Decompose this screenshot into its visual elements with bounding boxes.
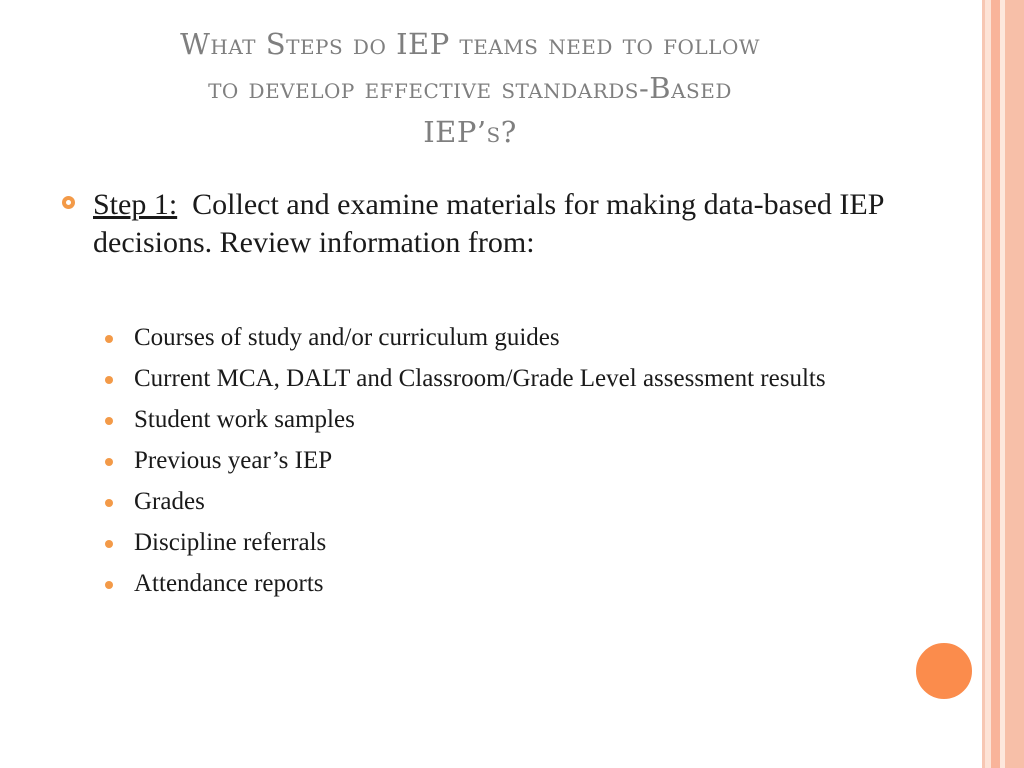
- list-item: [103, 363, 963, 395]
- list-item: [103, 568, 963, 600]
- decorative-circle: [913, 640, 975, 702]
- dot-bullet-icon: [105, 458, 113, 466]
- dot-bullet-icon: [105, 581, 113, 589]
- title-line: IEP’s?: [423, 115, 517, 149]
- step-text: [93, 186, 932, 262]
- step-description: Collect and examine materials for making data-based IEP decisions. Review information from:: [93, 188, 884, 259]
- list-item-text: Student work samples: [134, 406, 355, 433]
- dot-bullet-icon: [105, 499, 113, 507]
- dot-bullet-icon: [105, 376, 113, 384]
- list-item: [103, 322, 963, 354]
- title-line: to develop effective standards-Based: [208, 71, 732, 105]
- sub-bullet-list: [103, 322, 963, 609]
- list-item-text: Grades: [134, 488, 205, 515]
- title-line: What Steps do IEP teams need to follow: [180, 27, 760, 61]
- dot-bullet-icon: [105, 540, 113, 548]
- list-item-text: Previous year’s IEP: [134, 447, 333, 474]
- list-item-text: Current MCA, DALT and Classroom/Grade Level assessment results: [134, 365, 826, 392]
- decorative-stripes: [982, 0, 1024, 768]
- list-item-text: Courses of study and/or curriculum guides: [134, 324, 560, 351]
- slide-title: [60, 22, 880, 154]
- list-item: [103, 445, 963, 477]
- list-item: [103, 486, 963, 518]
- ring-bullet-icon: [62, 196, 75, 209]
- list-item: [103, 404, 963, 436]
- list-item-text: Discipline referrals: [134, 529, 327, 556]
- list-item: [103, 527, 963, 559]
- step-label: Step 1:: [93, 188, 178, 221]
- stripe: [991, 0, 1000, 768]
- list-item-text: Attendance reports: [134, 570, 324, 597]
- dot-bullet-icon: [105, 335, 113, 343]
- step-block: [62, 186, 932, 262]
- dot-bullet-icon: [105, 417, 113, 425]
- stripe: [1005, 0, 1024, 768]
